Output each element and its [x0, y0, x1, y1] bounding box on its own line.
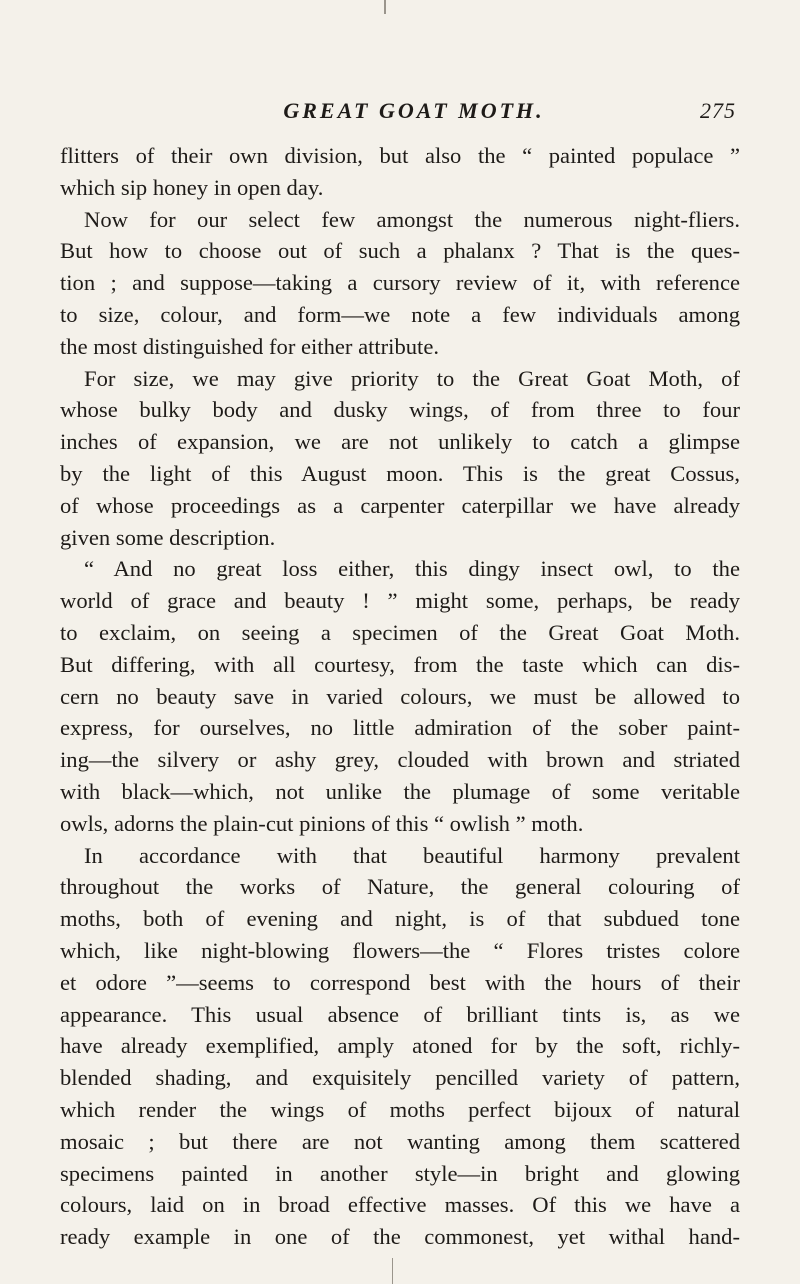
- text-line: whose bulky body and dusky wings, of from three to four: [60, 397, 740, 423]
- text-line: In accordance with that beautiful harmony prevalent: [84, 842, 740, 868]
- text-line: which render the wings of moths perfect bijoux of natural: [60, 1096, 740, 1122]
- text-line: by the light of this August moon. This is the great Cossus,: [60, 460, 740, 486]
- text-line: ready example in one of the commonest, yet withal hand-: [60, 1224, 740, 1250]
- text-line: specimens painted in another style—in bright and glowing: [60, 1160, 740, 1186]
- text-line: have already exemplified, amply atoned for by the soft, richly-: [60, 1033, 740, 1059]
- text-line: et odore ”—seems to correspond best with the hours of their: [60, 969, 740, 995]
- text-line: Now for our select few amongst the numerous night-fliers.: [84, 206, 740, 232]
- text-line: world of grace and beauty ! ” might some, perhaps, be ready: [60, 588, 740, 614]
- text-line: to size, colour, and form—we note a few individuals among: [60, 301, 740, 327]
- text-line: inches of expansion, we are not unlikely to catch a glimpse: [60, 429, 740, 455]
- text-line: “ And no great loss either, this dingy insect owl, to the: [84, 556, 740, 582]
- text-line: the most distinguished for either attribute.: [60, 333, 439, 359]
- text-line: owls, adorns the plain-cut pinions of this “ owlish ” moth.: [60, 810, 584, 836]
- text-line: appearance. This usual absence of brilliant tints is, as we: [60, 1001, 740, 1027]
- text-line: ing—the silvery or ashy grey, clouded with brown and striated: [60, 747, 740, 773]
- text-line: given some description.: [60, 524, 276, 550]
- text-line: blended shading, and exquisitely pencilled variety of pattern,: [60, 1065, 740, 1091]
- text-line: to exclaim, on seeing a specimen of the Great Goat Moth.: [60, 619, 740, 645]
- text-line: But how to choose out of such a phalanx ? That is the ques-: [60, 238, 740, 264]
- text-line: But differing, with all courtesy, from the taste which can dis-: [60, 651, 740, 677]
- text-line: of whose proceedings as a carpenter caterpillar we have already: [60, 492, 740, 518]
- page-edge-mark: [392, 1258, 393, 1284]
- text-line: For size, we may give priority to the Great Goat Moth, of: [84, 365, 740, 391]
- text-line: with black—which, not unlike the plumage of some veritable: [60, 778, 740, 804]
- page-number: 275: [700, 98, 736, 123]
- text-line: which sip honey in open day.: [60, 174, 324, 200]
- text-line: cern no beauty save in varied colours, we must be allowed to: [60, 683, 740, 709]
- text-line: tion ; and suppose—taking a cursory review of it, with reference: [60, 270, 740, 296]
- text-line: throughout the works of Nature, the general colouring of: [60, 874, 740, 900]
- text-line: express, for ourselves, no little admiration of the sober paint-: [60, 715, 740, 741]
- body-text: [60, 140, 740, 1253]
- running-title: GREAT GOAT MOTH.: [283, 98, 545, 123]
- text-line: moths, both of evening and night, is of that subdued tone: [60, 906, 740, 932]
- text-line: mosaic ; but there are not wanting among them scattered: [60, 1128, 740, 1154]
- text-line: which, like night-blowing flowers—the “ Flores tristes colore: [60, 937, 740, 963]
- text-line: colours, laid on in broad effective masses. Of this we have a: [60, 1192, 740, 1218]
- text-line: flitters of their own division, but also the “ painted populace ”: [60, 143, 740, 168]
- page-edge-mark: [384, 0, 386, 14]
